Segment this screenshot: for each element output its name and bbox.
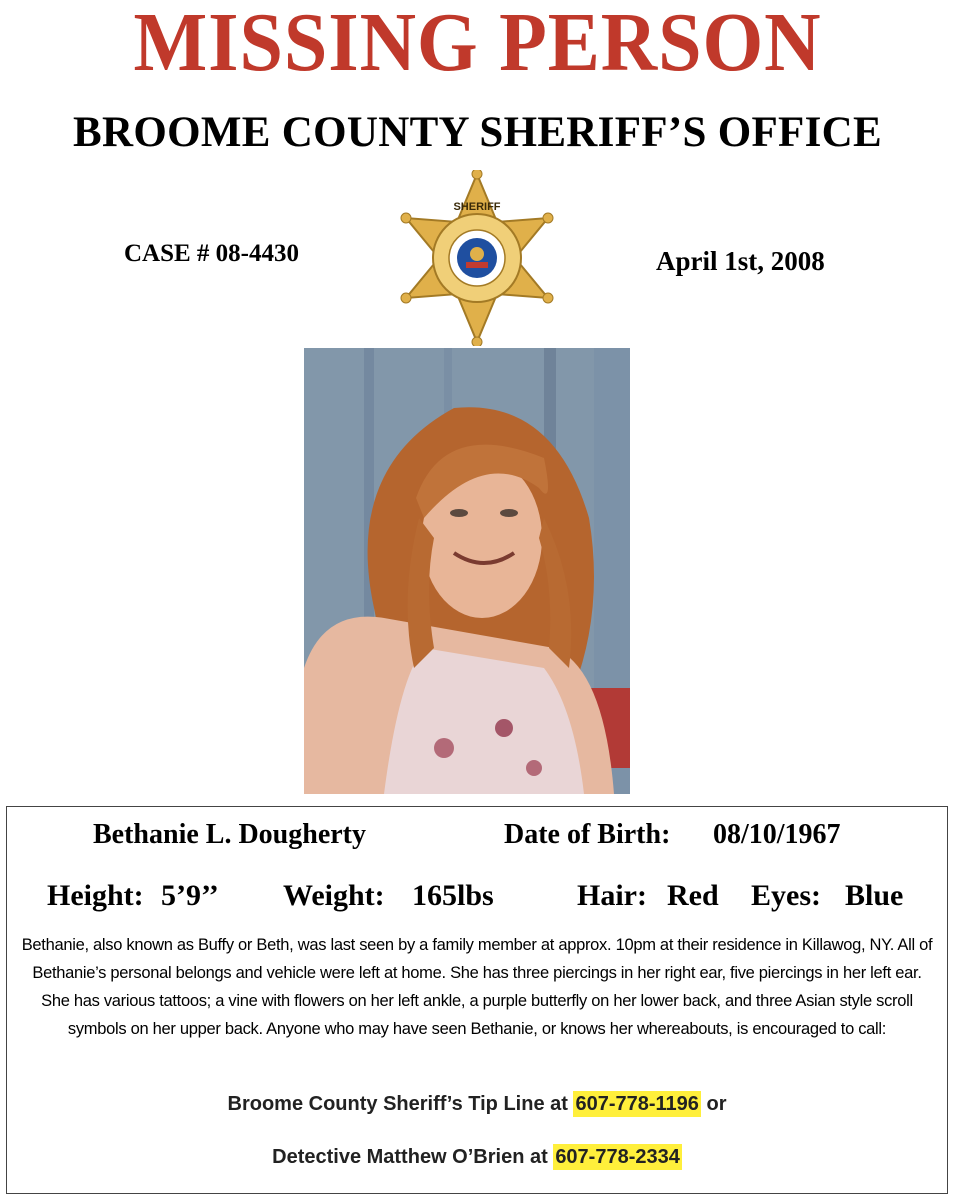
person-name: Bethanie L. Dougherty bbox=[93, 819, 366, 850]
case-number: CASE # 08-4430 bbox=[124, 240, 300, 267]
tip-line-phone[interactable]: 607-778-1196 bbox=[575, 1093, 699, 1115]
eyes-label: Eyes: bbox=[751, 879, 821, 912]
height-label: Height: bbox=[47, 879, 144, 912]
info-box bbox=[6, 806, 948, 1194]
contact-prefix: Broome County Sheriff’s Tip Line at bbox=[227, 1093, 568, 1115]
weight-value: 165lbs bbox=[412, 879, 494, 912]
eyes-value: Blue bbox=[845, 879, 904, 912]
hair-value: Red bbox=[667, 879, 719, 912]
contact-line-tip bbox=[7, 1093, 947, 1116]
missing-person-photo bbox=[304, 348, 630, 794]
contact-prefix: Detective Matthew O’Brien at bbox=[272, 1146, 548, 1168]
contact-suffix: or bbox=[706, 1093, 727, 1115]
page-title: MISSING PERSON bbox=[133, 0, 822, 89]
hair-label: Hair: bbox=[577, 879, 647, 912]
height-value: 5’9’’ bbox=[161, 879, 219, 912]
contact-line-detective bbox=[7, 1146, 947, 1169]
dob-value: 08/10/1967 bbox=[713, 819, 841, 850]
weight-label: Weight: bbox=[283, 879, 385, 912]
agency-name: BROOME COUNTY SHERIFF’S OFFICE bbox=[73, 109, 882, 156]
poster-date: April 1st, 2008 bbox=[656, 246, 825, 276]
detective-phone[interactable]: 607-778-2334 bbox=[555, 1146, 680, 1168]
description-paragraph: Bethanie, also known as Buffy or Beth, was last seen by a family member at approx. 10pm at their residence in Killawog, NY. All of Bethanie’s personal belongs and vehicle were left at home. She has three piercings in her right ear, five piercings in her left ear. She has various tattoos; a vine with flowers on her left ankle, a purple butterfly on her lower back, and three Asian style scroll symbols on her upper back. Anyone who may have seen Bethanie, or knows her whereabouts, is encouraged to call: bbox=[21, 936, 933, 1038]
badge-text-sheriff: SHERIFF bbox=[453, 201, 501, 213]
portrait-image bbox=[304, 348, 630, 794]
dob-label: Date of Birth: bbox=[504, 819, 671, 850]
sheriff-star-badge-icon bbox=[398, 170, 556, 346]
